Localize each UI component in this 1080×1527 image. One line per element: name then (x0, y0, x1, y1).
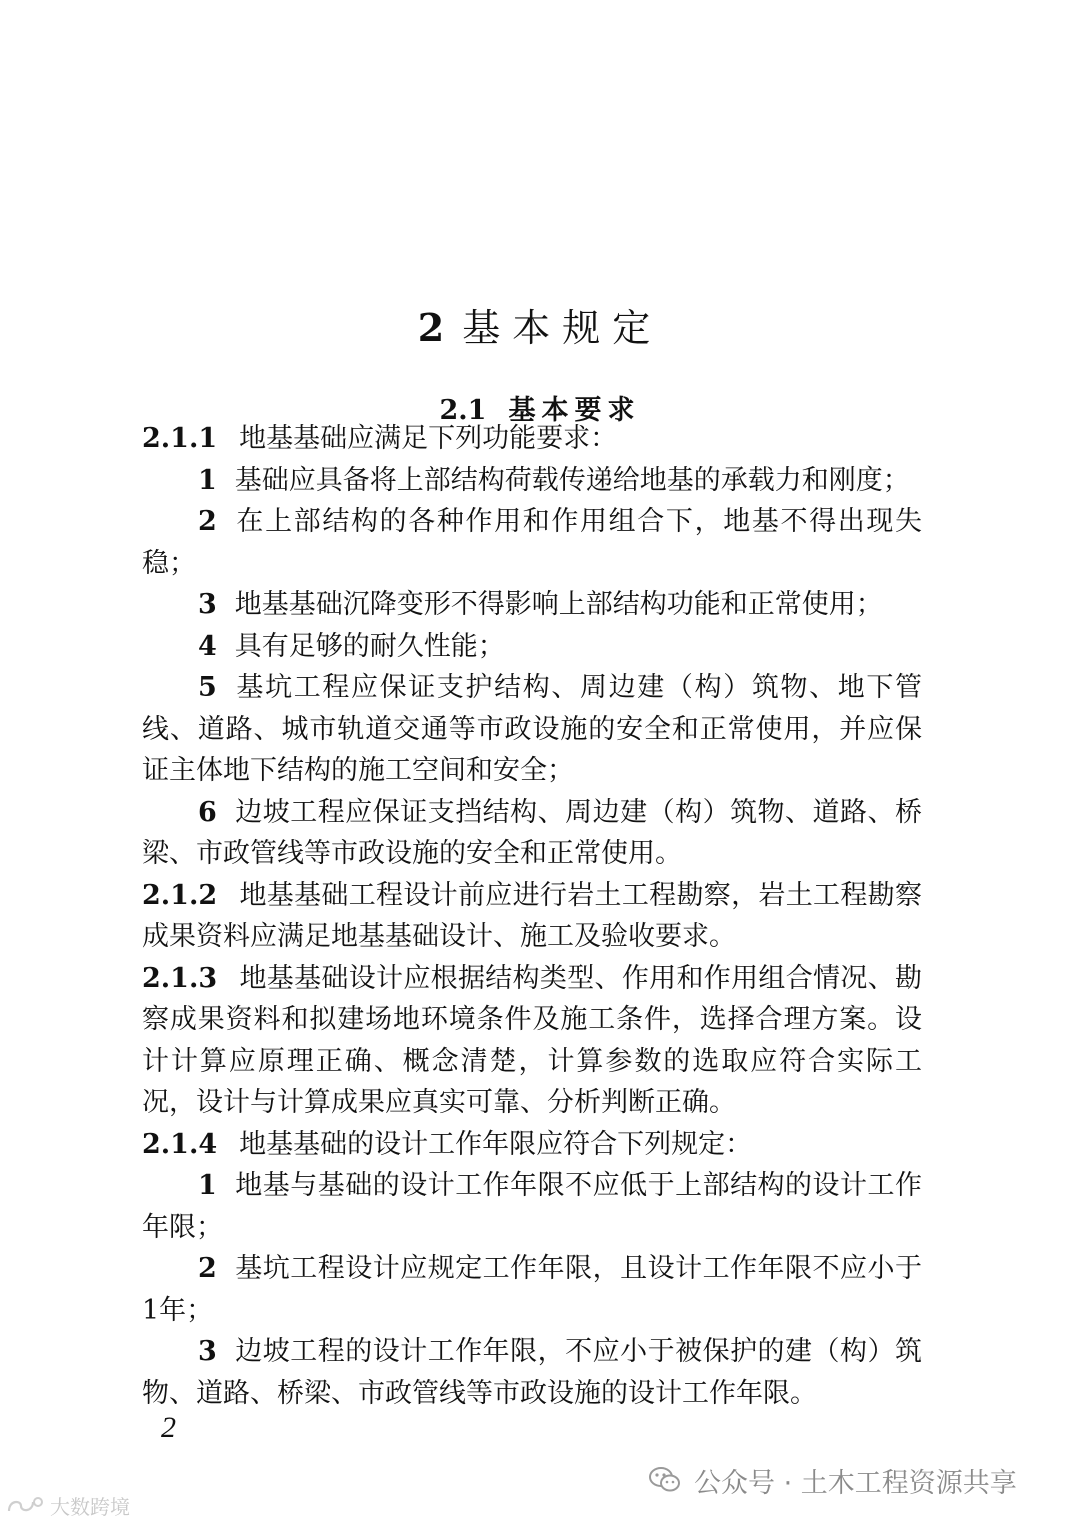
watermark-brand-text: 大数跨境 (50, 1494, 130, 1519)
clause-2-1-3 (142, 958, 922, 1124)
document-body (142, 418, 922, 1414)
chapter-number: 2 (417, 305, 445, 351)
list-item (142, 460, 922, 502)
item-text: 地基基础沉降变形不得影响上部结构功能和正常使用； (234, 589, 883, 620)
item-text: 地基与基础的设计工作年限不应低于上部结构的设计工作年限； (142, 1170, 922, 1243)
clause-2-1-2 (142, 875, 922, 958)
item-number: 1 (198, 1170, 217, 1201)
list-item (142, 1331, 922, 1414)
item-number: 2 (198, 506, 217, 537)
clause-text: 地基基础设计应根据结构类型、作用和作用组合情况、勘察成果资料和拟建场地环境条件及施工条件，选择合理方案。设计计算应原理正确、概念清楚，计算参数的选取应符合实际工况，设计与计算成果应真实可靠、分析判断正确。 (142, 962, 922, 1118)
list-item (142, 584, 922, 626)
page-number: 2 (161, 1411, 176, 1444)
list-item (142, 667, 922, 792)
item-number: 6 (198, 796, 217, 828)
item-number: 3 (198, 589, 217, 620)
clause-2-1-1 (142, 418, 922, 460)
clause-number: 2.1.3 (142, 962, 218, 994)
watermark-brand (6, 1490, 130, 1520)
item-text: 基础应具备将上部结构荷载传递给地基的承载力和刚度； (234, 464, 910, 496)
list-item (142, 1165, 922, 1248)
watermark-text: 公众号 · 土木工程资源共享 (694, 1467, 1017, 1499)
list-item (142, 626, 922, 668)
item-text: 基坑工程应保证支护结构、周边建（构）筑物、地下管线、道路、城市轨道交通等市政设施的安全和正常使用，并应保证主体地下结构的施工空间和安全； (142, 672, 922, 786)
section-number: 2.1 (439, 395, 487, 427)
list-item (142, 792, 922, 875)
item-number: 2 (198, 1253, 217, 1284)
chapter-title-text: 基本规定 (462, 306, 663, 351)
clause-number: 2.1.4 (142, 1128, 218, 1160)
item-text: 在上部结构的各种作用和作用组合下，地基不得出现失稳； (142, 506, 922, 579)
item-text: 边坡工程应保证支挡结构、周边建（构）筑物、道路、桥梁、市政管线等市政设施的安全和正常使用。 (142, 796, 922, 869)
clause-text: 地基基础工程设计前应进行岩土工程勘察，岩土工程勘察成果资料应满足地基基础设计、施工及验收要求。 (142, 879, 922, 952)
wechat-icon (648, 1465, 682, 1495)
item-number: 1 (198, 464, 217, 496)
item-number: 5 (198, 672, 217, 703)
item-number: 3 (198, 1336, 217, 1367)
clause-2-1-4 (142, 1124, 922, 1166)
item-text: 边坡工程的设计工作年限，不应小于被保护的建（构）筑物、道路、桥梁、市政管线等市政设施的设计工作年限。 (142, 1336, 922, 1409)
clause-text: 地基基础应满足下列功能要求： (239, 423, 618, 454)
list-item (142, 501, 922, 584)
clause-number: 2.1.2 (142, 879, 218, 911)
item-text: 基坑工程设计应规定工作年限，且设计工作年限不应小于1年； (142, 1253, 922, 1326)
watermark-wechat (648, 1460, 1017, 1500)
item-text: 具有足够的耐久性能； (234, 630, 505, 662)
chapter-title (0, 297, 1080, 352)
clause-text: 地基基础的设计工作年限应符合下列规定： (239, 1128, 753, 1160)
list-item (142, 1248, 922, 1331)
brand-logo-icon (6, 1494, 46, 1516)
clause-number: 2.1.1 (142, 423, 218, 454)
section-title-text: 基本要求 (508, 395, 641, 427)
item-number: 4 (198, 630, 217, 662)
